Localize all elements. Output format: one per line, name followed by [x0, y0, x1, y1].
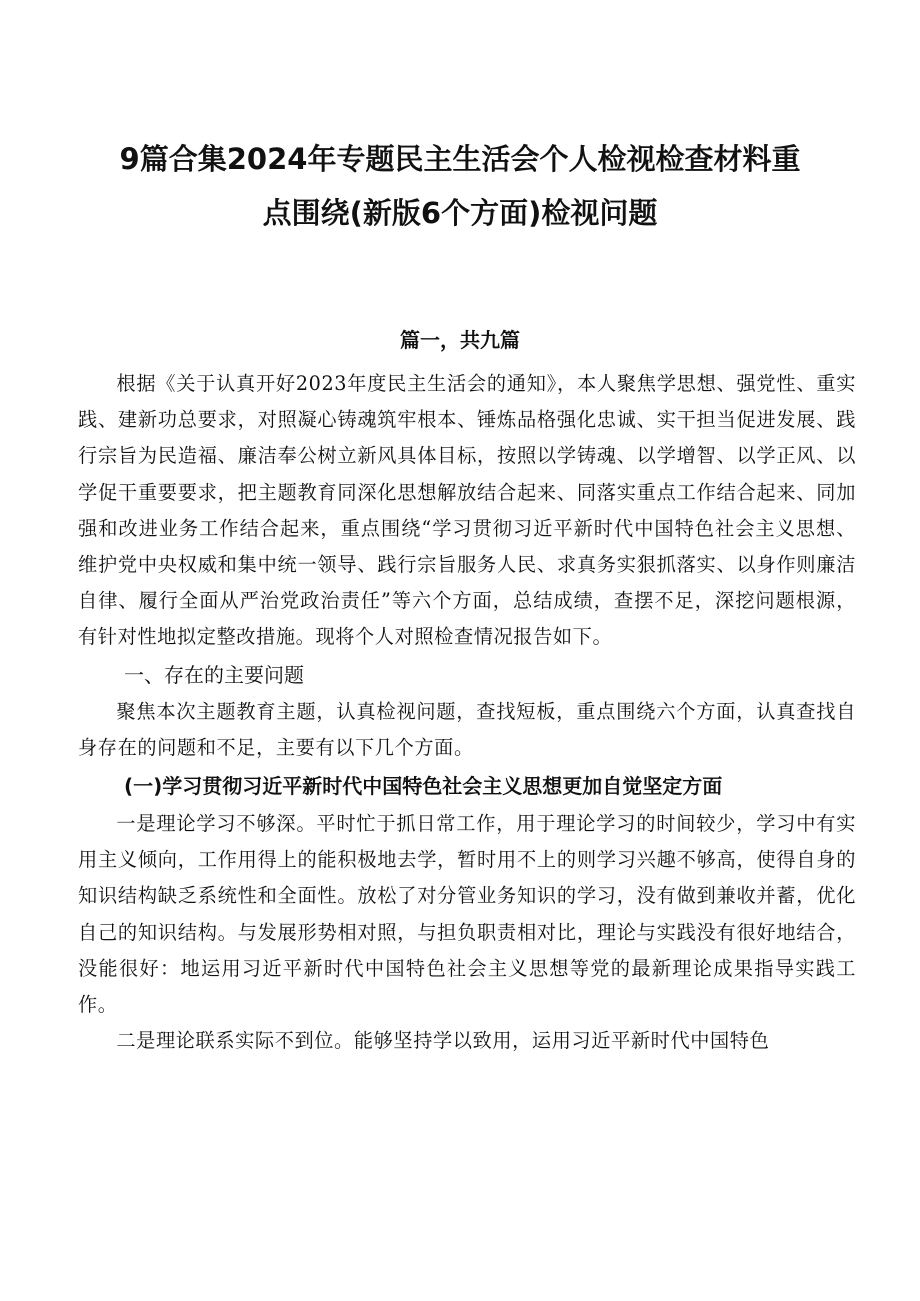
document-body: [78, 366, 856, 1059]
heading-main-problems: 一、存在的主要问题: [124, 662, 304, 687]
section-subtitle: 篇一，共九篇: [400, 328, 520, 352]
focus-paragraph: 聚焦本次主题教育主题，认真检视问题，查找短板，重点围绕六个方面，认真查找自身存在的问题和不足，主要有以下几个方面。: [78, 699, 856, 759]
intro-paragraph: 根据《关于认真开好2023年度民主生活会的通知》，本人聚焦学思想、强党性、重实践、建新功总要求，对照凝心铸魂筑牢根本、锤炼品格强化忠诚、实干担当促进发展、践行宗旨为民造福、廉洁奉公树立新风具体目标，按照以学铸魂、以学增智、以学正风、以学促干重要要求，把主题教育同深化思想解放结合起来、同落实重点工作结合起来、同加强和改进业务工作结合起来，重点围绕“学习贯彻习近平新时代中国特色社会主义思想、维护党中央权威和集中统一领导、践行宗旨服务人民、求真务实狠抓落实、以身作则廉洁自律、履行全面从严治党政治责任”等六个方面，总结成绩，查摆不足，深挖问题根源，有针对性地拟定整改措施。现将个人对照检查情况报告如下。: [78, 372, 856, 649]
item-one-paragraph: 一是理论学习不够深。平时忙于抓日常工作，用于理论学习的时间较少，学习中有实用主义倾向，工作用得上的能积极地去学，暂时用不上的则学习兴趣不够高，使得自身的知识结构缺乏系统性和全面性。放松了对分管业务知识的学习，没有做到兼收并蓄，优化自己的知识结构。与发展形势相对照，与担负职责相对比，理论与实践没有很好地结合，没能很好：地运用习近平新时代中国特色社会主义思想等党的最新理论成果指导实践工作。: [78, 812, 856, 1017]
document-title-line2: 点围绕(新版6个方面)检视问题: [262, 196, 658, 230]
heading-theory-study: (一)学习贯彻习近平新时代中国特色社会主义思想更加自觉坚定方面: [124, 774, 723, 799]
document-title-line1: 9篇合集2024年专题民主生活会个人检视检查材料重: [119, 142, 801, 176]
item-two-paragraph: 二是理论联系实际不到位。能够坚持学以致用，运用习近平新时代中国特色: [116, 1029, 770, 1053]
